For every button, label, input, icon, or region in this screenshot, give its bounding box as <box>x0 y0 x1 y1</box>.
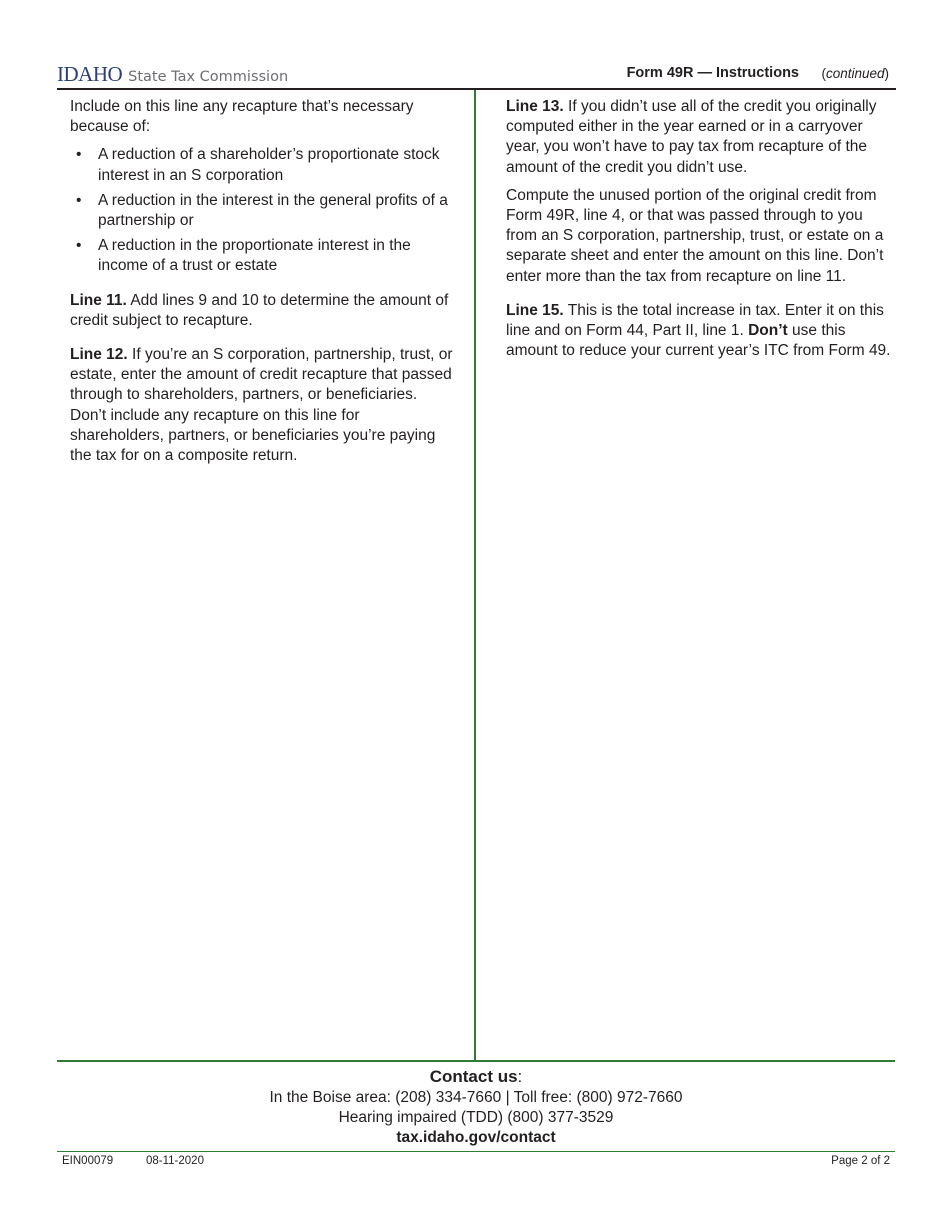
line-12-instructions: Line 12. If you’re an S corporation, partnership, trust, or estate, enter the amount of credit recapture that passed through to shareholders, partners, or beneficiaries. Don’t include any recapture on this line for shareholders, partners, or beneficiaries you’re paying the tax for on a composite return. <box>70 346 453 465</box>
recapture-intro: Include on this line any recapture that’s necessary because of: <box>70 98 414 136</box>
idaho-logo <box>57 62 288 87</box>
line-11-instructions: Line 11. Add lines 9 and 10 to determine the amount of credit subject to recapture. <box>70 291 449 329</box>
page-number: Page 2 of 2 <box>831 1155 890 1167</box>
right-column <box>506 97 894 375</box>
column-divider <box>474 90 476 1061</box>
left-column <box>70 97 454 480</box>
revision-date: 08-11-2020 <box>146 1155 204 1167</box>
contact-url[interactable]: tax.idaho.gov/contact <box>396 1129 556 1146</box>
contact-tdd: Hearing impaired (TDD) (800) 377-3529 <box>338 1109 614 1126</box>
agency-name: State Tax Commission <box>128 69 289 85</box>
line-13-instructions: Line 13. If you didn’t use all of the credit you originally computed either in the year earned or in a carryover year, you won’t have to pay tax from recapture of the amount of the credit you didn’t use. <box>506 98 877 176</box>
form-title: Form 49R — Instructions <box>626 65 799 81</box>
form-code: EIN00079 <box>62 1155 114 1167</box>
page-header <box>57 62 895 88</box>
list-item: • A reduction in the interest in the general profits of a partnership or <box>76 191 448 230</box>
contact-phones: In the Boise area: (208) 334-7660 | Toll free: (800) 972-7660 <box>269 1089 683 1106</box>
contact-title: Contact us: <box>429 1067 523 1086</box>
logo-wordmark: IDAHO <box>57 62 123 86</box>
footer-rule <box>57 1151 895 1152</box>
header-rule <box>57 88 896 90</box>
recapture-reasons-list <box>70 145 454 276</box>
list-item: • A reduction of a shareholder’s proportionate stock interest in an S corporation <box>76 146 440 184</box>
list-item: • A reduction in the proportionate interest in the income of a trust or estate <box>76 237 411 275</box>
contact-block <box>57 1066 895 1148</box>
line-15-instructions: Line 15. This is the total increase in tax. Enter it on this line and on Form 44, Part II, line 1. Don’t use this amount to reduce your current year’s ITC from Form 49. <box>506 301 891 360</box>
continued-note: (continued) <box>821 66 889 81</box>
contact-rule <box>57 1060 895 1062</box>
unused-credit-instructions: Compute the unused portion of the original credit from Form 49R, line 4, or that was passed through to you from an S corporation, partnership, trust, or estate on a separate sheet and enter the amount on this line. Don’t enter more than the tax from recapture on line 11. <box>506 186 884 285</box>
